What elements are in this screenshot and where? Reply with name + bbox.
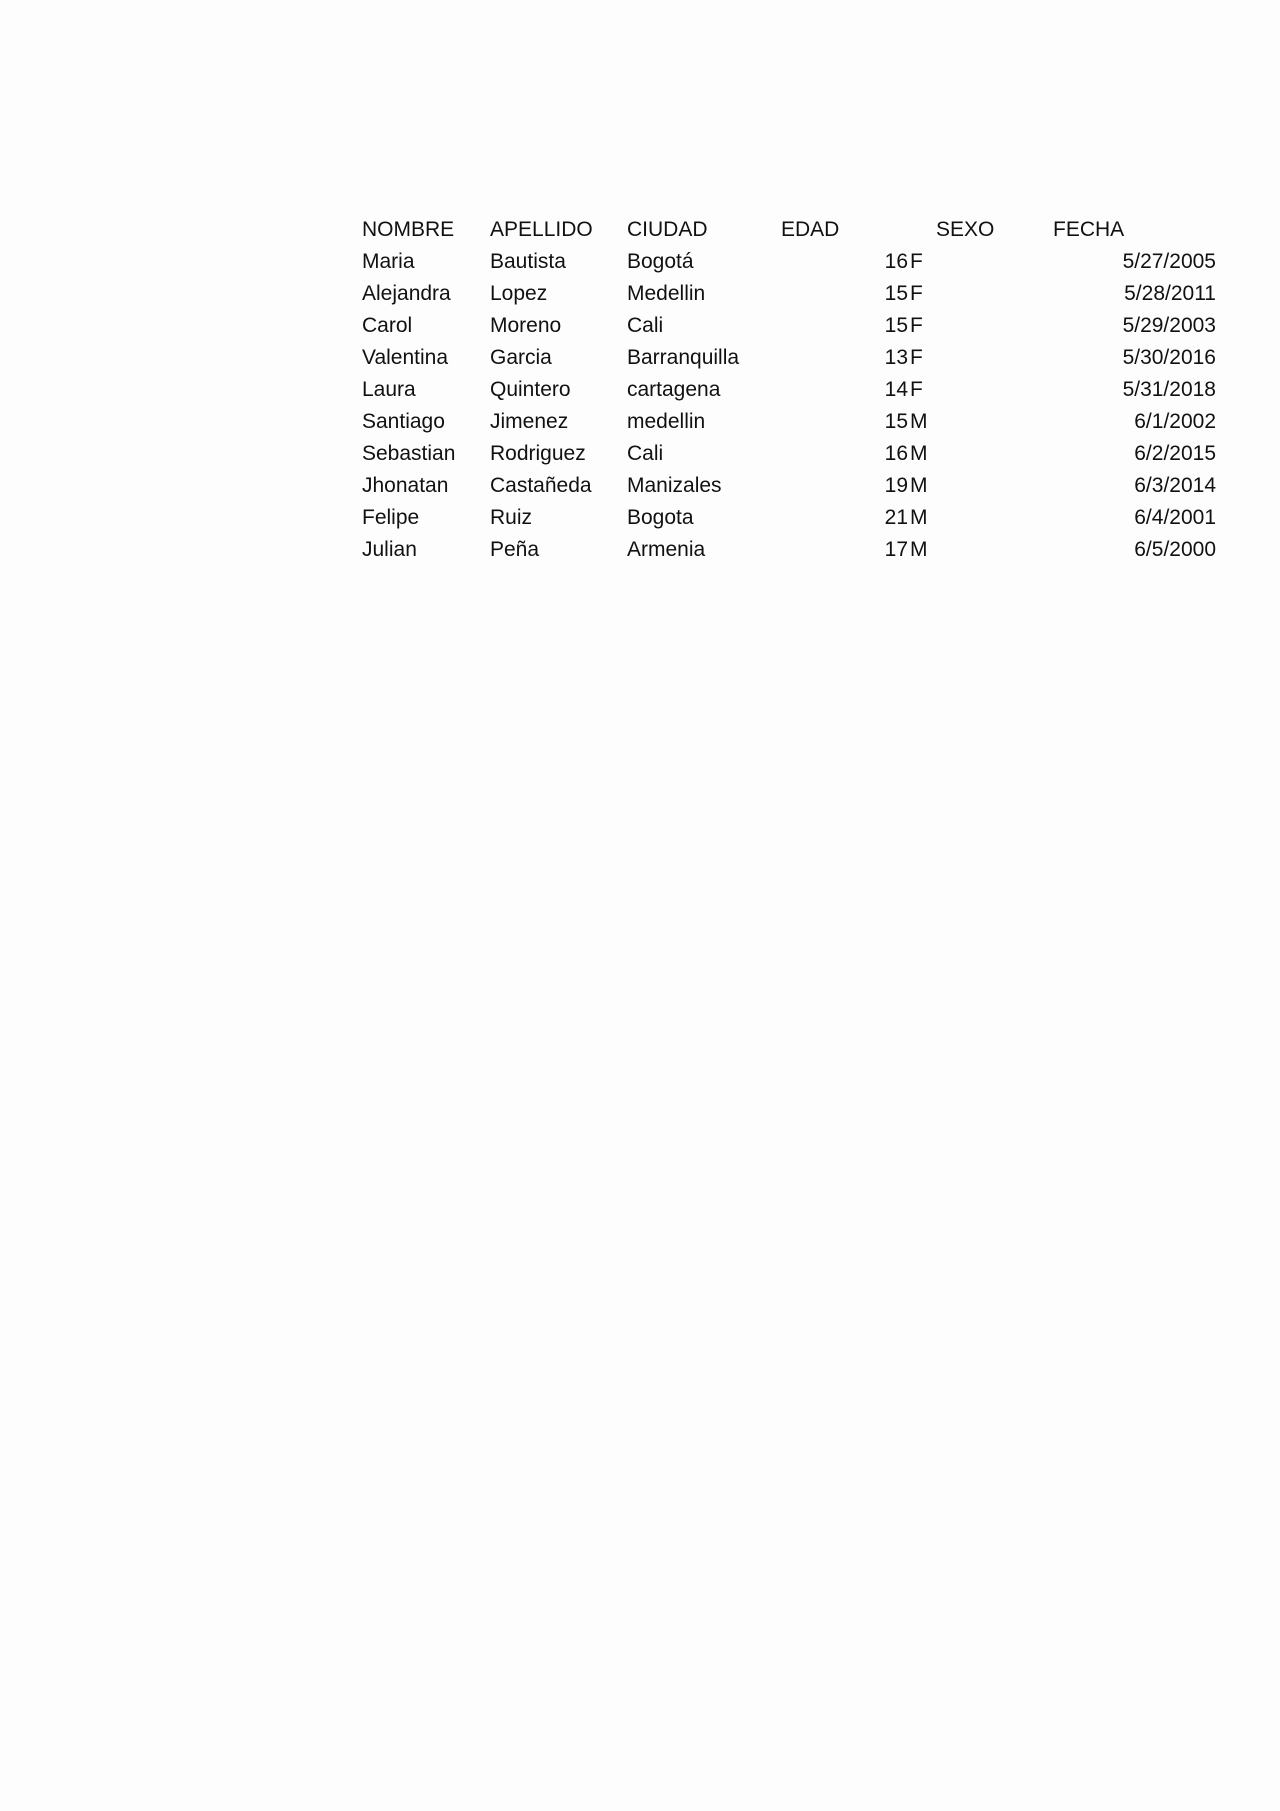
table-row (362, 342, 1216, 374)
cell-ciudad: medellin (627, 410, 706, 433)
cell-apellido: Jimenez (490, 410, 569, 433)
cell-apellido: Castañeda (490, 474, 592, 497)
cell-nombre: Julian (362, 538, 417, 561)
cell-ciudad: Armenia (627, 538, 706, 561)
cell-apellido: Rodriguez (490, 442, 586, 465)
cell-nombre: Alejandra (362, 282, 451, 305)
cell-edad: 19 (884, 474, 908, 497)
table-row (362, 310, 1216, 342)
header-fecha: FECHA (1053, 218, 1125, 241)
cell-nombre: Jhonatan (362, 474, 449, 497)
table-row (362, 278, 1216, 310)
cell-sexo: F (910, 250, 923, 273)
cell-ciudad: Cali (627, 442, 664, 465)
cell-fecha: 6/3/2014 (1134, 474, 1216, 497)
cell-nombre: Carol (362, 314, 413, 337)
cell-edad: 17 (884, 538, 908, 561)
cell-edad: 13 (884, 346, 908, 369)
cell-ciudad: Medellin (627, 282, 706, 305)
cell-edad: 15 (884, 314, 908, 337)
cell-ciudad: Manizales (627, 474, 722, 497)
cell-fecha: 6/2/2015 (1134, 442, 1216, 465)
cell-fecha: 6/1/2002 (1134, 410, 1216, 433)
cell-apellido: Peña (490, 538, 540, 561)
cell-nombre: Valentina (362, 346, 449, 369)
table-row (362, 374, 1216, 406)
cell-nombre: Santiago (362, 410, 445, 433)
cell-nombre: Maria (362, 250, 415, 273)
cell-fecha: 5/28/2011 (1124, 282, 1216, 305)
cell-sexo: F (910, 378, 923, 401)
data-table (362, 214, 1216, 566)
table-row (362, 406, 1216, 438)
cell-edad: 15 (884, 282, 908, 305)
cell-sexo: F (910, 346, 923, 369)
cell-ciudad: Bogotá (627, 250, 694, 273)
cell-edad: 14 (884, 378, 908, 401)
cell-ciudad: Cali (627, 314, 664, 337)
table-row (362, 246, 1216, 278)
table-row (362, 470, 1216, 502)
cell-fecha: 5/30/2016 (1122, 346, 1216, 369)
cell-sexo: M (910, 506, 928, 529)
cell-fecha: 5/29/2003 (1122, 314, 1216, 337)
cell-fecha: 6/4/2001 (1134, 506, 1216, 529)
cell-apellido: Moreno (490, 314, 562, 337)
table-row (362, 534, 1216, 566)
cell-edad: 21 (884, 506, 908, 529)
cell-fecha: 6/5/2000 (1134, 538, 1216, 561)
cell-apellido: Ruiz (490, 506, 533, 529)
table-row (362, 502, 1216, 534)
table-row (362, 438, 1216, 470)
cell-apellido: Bautista (490, 250, 566, 273)
cell-sexo: M (910, 410, 928, 433)
header-apellido: APELLIDO (490, 218, 593, 241)
header-edad: EDAD (781, 218, 840, 241)
cell-nombre: Felipe (362, 506, 420, 529)
cell-ciudad: Barranquilla (627, 346, 740, 369)
cell-ciudad: Bogota (627, 506, 694, 529)
cell-sexo: M (910, 442, 928, 465)
cell-fecha: 5/27/2005 (1122, 250, 1216, 273)
header-sexo: SEXO (936, 218, 995, 241)
cell-apellido: Lopez (490, 282, 548, 305)
cell-edad: 16 (884, 442, 908, 465)
cell-edad: 16 (884, 250, 908, 273)
cell-sexo: F (910, 282, 923, 305)
cell-ciudad: cartagena (627, 378, 721, 401)
cell-fecha: 5/31/2018 (1122, 378, 1216, 401)
cell-nombre: Sebastian (362, 442, 456, 465)
header-row (362, 214, 1216, 246)
cell-apellido: Quintero (490, 378, 571, 401)
cell-sexo: F (910, 314, 923, 337)
cell-apellido: Garcia (490, 346, 552, 369)
header-ciudad: CIUDAD (627, 218, 708, 241)
cell-nombre: Laura (362, 378, 416, 401)
header-nombre: NOMBRE (362, 218, 455, 241)
cell-sexo: M (910, 474, 928, 497)
cell-edad: 15 (884, 410, 908, 433)
cell-sexo: M (910, 538, 928, 561)
